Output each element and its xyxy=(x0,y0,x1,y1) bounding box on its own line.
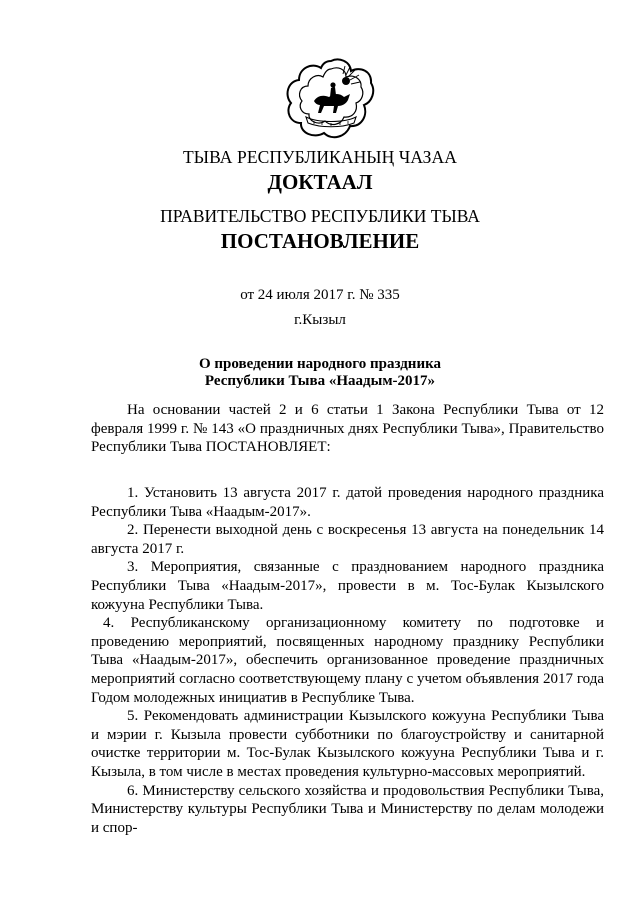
resolution-item-2: 2. Перенести выходной день с воскресенья 13 августа на понедельник 14 августа 2017 г. xyxy=(91,522,604,557)
tuva-coat-of-arms-icon xyxy=(284,57,378,143)
resolution-item-6: 6. Министерству сельского хозяйства и продовольствия Республики Тыва, Министерству культуры Республики Тыва и Министерству по делам молодежи и спор- xyxy=(91,782,604,836)
document-type-tyvan: ДОКТААЛ xyxy=(267,170,373,194)
republic-government-title: ПРАВИТЕЛЬСТВО РЕСПУБЛИКИ ТЫВА xyxy=(160,206,480,226)
resolution-items xyxy=(91,484,604,837)
document-city: г.Кызыл xyxy=(294,312,346,328)
preamble-paragraph: На основании частей 2 и 6 статьи 1 Закона Республики Тыва от 12 февраля 1999 г. № 143 «О праздничных днях Республики Тыва», Правительство Республики Тыва ПОСТАНОВЛЯЕТ: xyxy=(91,402,604,456)
resolution-item-1: 1. Установить 13 августа 2017 г. датой проведения народного праздника Республики Тыва «Наадым-2017». xyxy=(91,485,604,520)
document-date-number: от 24 июля 2017 г. № 335 xyxy=(240,287,400,303)
resolution-title-line-1: О проведении народного праздника xyxy=(198,356,441,372)
republic-government-title-tyvan: ТЫВА РЕСПУБЛИКАНЫҢ ЧАЗАА xyxy=(182,147,458,167)
resolution-title-line-2: Республики Тыва «Наадым-2017» xyxy=(204,373,436,389)
resolution-item-3: 3. Мероприятия, связанные с празднованием народного праздника Республики Тыва «Наадым-2017», провести в м. Тос-Булак Кызылского кожууна Республики Тыва. xyxy=(91,559,604,613)
preamble-block xyxy=(91,401,604,457)
resolution-item-4: 4. Республиканскому организационному комитету по подготовке и проведению мероприятий, посвященных народному празднику Республики Тыва «Наадым-2017», обеспечить организованное проведение праздничных мероприятий согласно соответствующему плану с учетом объявления 2017 года Годом молодежных инициатив в Республике Тыва. xyxy=(91,615,604,706)
resolution-item-5: 5. Рекомендовать администрации Кызылского кожууна Республики Тыва и мэрии г. Кызыла провести субботники по благоустройству и санитарной очистке территории м. Тос-Булак Кызылского кожууна Республики Тыва и г. Кызыла, в том числе в местах проведения культурно-массовых мероприятий. xyxy=(91,708,604,780)
document-type: ПОСТАНОВЛЕНИЕ xyxy=(220,229,420,253)
